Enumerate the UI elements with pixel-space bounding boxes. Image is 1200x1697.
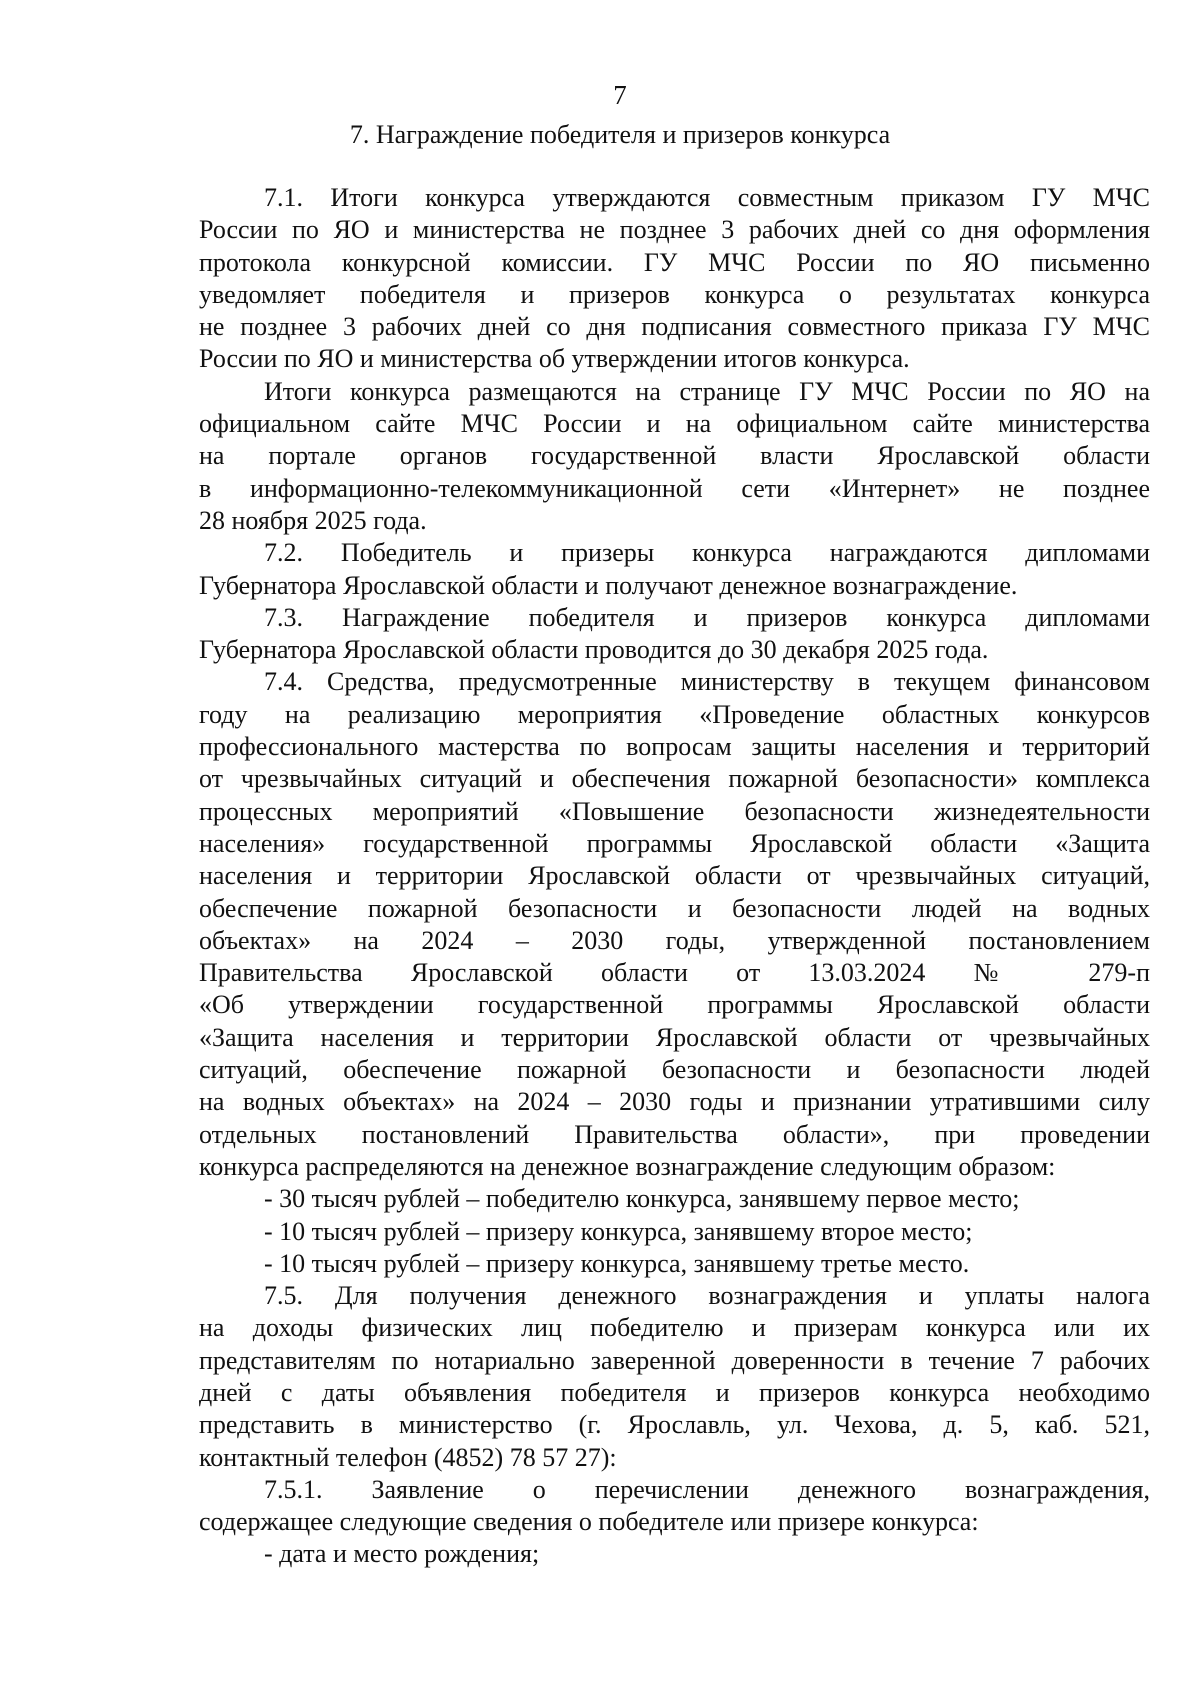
section-heading: 7. Награждение победителя и призеров конкурса <box>349 120 891 149</box>
list-item: - 10 тысяч рублей – призеру конкурса, занявшему третье место. <box>264 1248 970 1278</box>
text-line: не позднее 3 рабочих дней со дня подписания совместного приказа ГУ МЧС <box>199 312 1150 342</box>
text-line: от чрезвычайных ситуаций и обеспечения пожарной безопасности» комплекса <box>199 764 1150 794</box>
list-item: - 10 тысяч рублей – призеру конкурса, занявшему второе место; <box>264 1216 973 1246</box>
text-line: России по ЯО и министерства не позднее 3 рабочих дней со дня оформления <box>199 215 1150 245</box>
text-line: 7.1. Итоги конкурса утверждаются совместным приказом ГУ МЧС <box>264 183 1150 212</box>
text-line: Итоги конкурса размещаются на странице ГУ МЧС России по ЯО на <box>264 376 1150 406</box>
text-line: на водных объектах» на 2024 – 2030 годы и признании утратившими силу <box>199 1087 1150 1117</box>
text-line: «Защита населения и территории Ярославской области от чрезвычайных <box>199 1022 1150 1052</box>
text-line: официальном сайте МЧС России и на официальном сайте министерства <box>199 409 1150 439</box>
text-line: в информационно-телекоммуникационной сети «Интернет» не позднее <box>199 473 1150 503</box>
text-line: содержащее следующие сведения о победителе или призере конкурса: <box>199 1507 979 1537</box>
text-line: населения и территории Ярославской области от чрезвычайных ситуаций, <box>199 861 1150 891</box>
text-line: 7.5.1. Заявление о перечислении денежного вознаграждения, <box>264 1474 1150 1504</box>
list-item: - 30 тысяч рублей – победителю конкурса, занявшему первое место; <box>264 1184 1020 1214</box>
text-line: дней с даты объявления победителя и призеров конкурса необходимо <box>199 1377 1150 1407</box>
text-line: конкурса распределяются на денежное вознаграждение следующим образом: <box>199 1151 1056 1181</box>
text-line: России по ЯО и министерства об утверждении итогов конкурса. <box>199 344 910 374</box>
text-line: представить в министерство (г. Ярославль, ул. Чехова, д. 5, каб. 521, <box>199 1410 1150 1440</box>
text-line: отдельных постановлений Правительства области», при проведении <box>199 1119 1150 1149</box>
text-line: на доходы физических лиц победителю и призерам конкурса или их <box>199 1313 1150 1343</box>
text-line: Губернатора Ярославской области и получают денежное вознаграждение. <box>199 570 1018 600</box>
text-line: профессионального мастерства по вопросам защиты населения и территорий <box>199 732 1150 762</box>
text-line: 7.5. Для получения денежного вознаграждения и уплаты налога <box>264 1281 1150 1311</box>
text-line: году на реализацию мероприятия «Проведение областных конкурсов <box>199 699 1150 729</box>
text-line: Правительства Ярославской области от 13.03.2024 № 279-п <box>199 958 1150 988</box>
text-line: на портале органов государственной власти Ярославской области <box>199 441 1150 471</box>
text-line: процессных мероприятий «Повышение безопасности жизнедеятельности <box>199 796 1150 826</box>
text-line: 7.4. Средства, предусмотренные министерству в текущем финансовом <box>264 667 1150 697</box>
text-line: контактный телефон (4852) 78 57 27): <box>199 1442 617 1472</box>
text-line: Губернатора Ярославской области проводится до 30 декабря 2025 года. <box>199 635 989 665</box>
text-line: представителям по нотариально заверенной доверенности в течение 7 рабочих <box>199 1345 1150 1375</box>
text-line: населения» государственной программы Ярославской области «Защита <box>199 828 1150 858</box>
text-line: 7.2. Победитель и призеры конкурса награждаются дипломами <box>264 538 1150 568</box>
text-line: объектах» на 2024 – 2030 годы, утвержденной постановлением <box>199 925 1150 955</box>
page-number: 7 <box>613 80 627 110</box>
text-line: протокола конкурсной комиссии. ГУ МЧС России по ЯО письменно <box>199 247 1150 277</box>
text-line: ситуаций, обеспечение пожарной безопасности и безопасности людей <box>199 1055 1150 1085</box>
list-item: - дата и место рождения; <box>264 1539 540 1569</box>
text-line: 7.3. Награждение победителя и призеров конкурса дипломами <box>264 602 1150 632</box>
document-body <box>199 182 1150 1571</box>
text-line: «Об утверждении государственной программы Ярославской области <box>199 990 1150 1020</box>
text-line: обеспечение пожарной безопасности и безопасности людей на водных <box>199 893 1150 923</box>
text-line: уведомляет победителя и призеров конкурса о результатах конкурса <box>199 279 1150 309</box>
text-line: 28 ноября 2025 года. <box>199 505 427 535</box>
